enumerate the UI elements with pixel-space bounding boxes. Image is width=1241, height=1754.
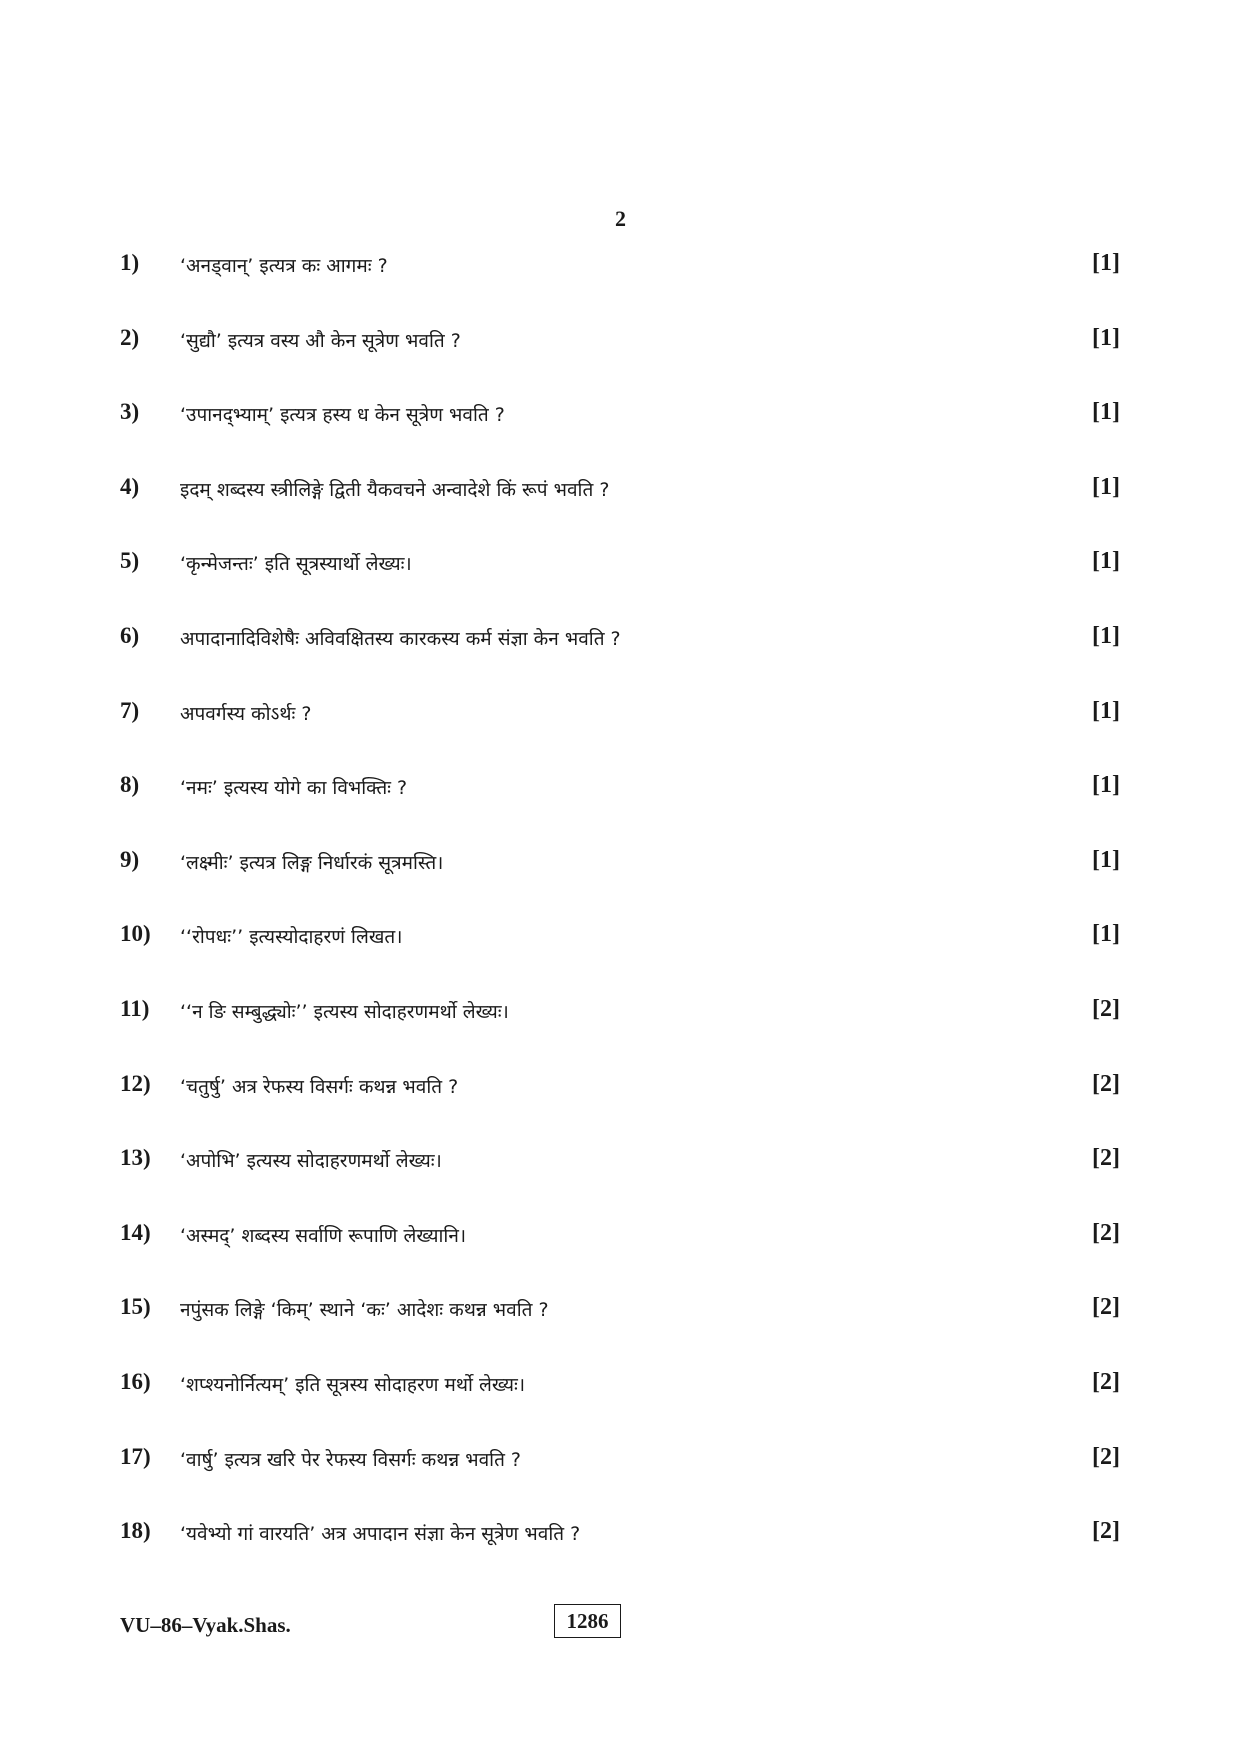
question-number: 9) xyxy=(120,846,140,872)
question-text: नपुंसक लिङ्गे ‘किम्’ स्थाने ‘कः’ आदेशः कथन्न भवति ? xyxy=(180,1299,549,1322)
question-item xyxy=(120,692,1120,767)
question-number: 14) xyxy=(120,1219,151,1245)
question-item xyxy=(120,990,1120,1065)
question-number: 6) xyxy=(120,622,140,648)
question-marks: [1] xyxy=(1092,324,1120,351)
question-text: ‘लक्ष्मीः’ इत्यत्र लिङ्ग निर्धारकं सूत्रमस्ति। xyxy=(180,851,444,874)
question-item xyxy=(120,244,1120,319)
question-marks: [2] xyxy=(1092,1070,1120,1097)
question-number: 7) xyxy=(120,697,140,723)
question-number: 17) xyxy=(120,1443,151,1469)
question-marks: [2] xyxy=(1092,1443,1120,1470)
question-item xyxy=(120,1139,1120,1214)
question-marks: [2] xyxy=(1092,1294,1120,1321)
question-marks: [1] xyxy=(1092,921,1120,948)
question-marks: [2] xyxy=(1092,995,1120,1022)
question-marks: [1] xyxy=(1092,399,1120,426)
question-item xyxy=(120,766,1120,841)
question-text: ‘‘रोपधः’’ इत्यस्योदाहरणं लिखत। xyxy=(180,926,403,949)
question-item xyxy=(120,1438,1120,1513)
question-number: 1) xyxy=(120,250,140,275)
question-number: 10) xyxy=(120,921,151,947)
footer-boxed-number: 1286 xyxy=(554,1604,621,1638)
question-text: ‘शप्श्यनोर्नित्यम्’ इति सूत्रस्य सोदाहरण मर्थो लेख्यः। xyxy=(180,1373,526,1396)
question-item xyxy=(120,841,1120,916)
question-marks: [2] xyxy=(1092,1145,1120,1172)
question-text: ‘अपोभि’ इत्यस्य सोदाहरणमर्थो लेख्यः। xyxy=(180,1150,442,1173)
question-text: ‘वार्षु’ इत्यत्र खरि पेर रेफस्य विसर्गः कथन्न भवति ? xyxy=(180,1448,522,1471)
footer-paper-code: VU–86–Vyak.Shas. xyxy=(120,1613,291,1637)
question-marks: [1] xyxy=(1092,772,1120,799)
question-text: ‘अनड्वान्’ इत्यत्र कः आगमः ? xyxy=(180,255,388,277)
question-text: ‘चतुर्षु’ अत्र रेफस्य विसर्गः कथन्न भवति ? xyxy=(180,1075,459,1098)
question-item xyxy=(120,1363,1120,1438)
question-item xyxy=(120,1288,1120,1363)
question-number: 13) xyxy=(120,1145,151,1171)
question-number: 15) xyxy=(120,1294,151,1320)
question-marks: [1] xyxy=(1092,846,1120,873)
question-item xyxy=(120,319,1120,394)
question-marks: [1] xyxy=(1092,548,1120,575)
question-text: ‘उपानद्भ्याम्’ इत्यत्र हस्य ध केन सूत्रेण भवति ? xyxy=(180,404,505,427)
question-text: ‘सुद्यौ’ इत्यत्र वस्य औ केन सूत्रेण भवति ? xyxy=(180,329,461,352)
question-number: 3) xyxy=(120,399,140,425)
question-number: 12) xyxy=(120,1070,151,1096)
question-item xyxy=(120,393,1120,468)
question-text: ‘‘न ङि सम्बुद्ध्योः’’ इत्यस्य सोदाहरणमर्थो लेख्यः। xyxy=(180,1000,509,1023)
question-text: इदम् शब्दस्य स्त्रीलिङ्गे द्विती यैकवचने अन्वादेशे किं रूपं भवति ? xyxy=(180,478,610,501)
question-text: ‘नमः’ इत्यस्य योगे का विभक्तिः ? xyxy=(180,777,408,800)
question-marks: [2] xyxy=(1092,1368,1120,1395)
question-marks: [1] xyxy=(1092,622,1120,649)
question-text: अपवर्गस्य कोऽर्थः ? xyxy=(180,702,312,725)
question-number: 5) xyxy=(120,548,140,574)
question-list xyxy=(120,244,1120,1587)
question-item xyxy=(120,1512,1120,1587)
question-number: 16) xyxy=(120,1368,151,1394)
question-item xyxy=(120,1214,1120,1289)
question-item xyxy=(120,468,1120,543)
page-number: 2 xyxy=(615,206,626,231)
question-number: 18) xyxy=(120,1518,151,1544)
question-number: 11) xyxy=(120,995,150,1021)
question-text: ‘यवेभ्यो गां वारयति’ अत्र अपादान संज्ञा केन सूत्रेण भवति ? xyxy=(180,1523,581,1546)
question-item xyxy=(120,1065,1120,1140)
question-marks: [1] xyxy=(1092,250,1120,276)
question-text: ‘अस्मद्’ शब्दस्य सर्वाणि रूपाणि लेख्यानि। xyxy=(180,1224,467,1247)
question-number: 4) xyxy=(120,473,140,499)
question-item xyxy=(120,617,1120,692)
question-marks: [1] xyxy=(1092,697,1120,724)
question-marks: [2] xyxy=(1092,1518,1120,1545)
question-item xyxy=(120,915,1120,990)
question-text: अपादानादिविशेषैः अविवक्षितस्य कारकस्य कर्म संज्ञा केन भवति ? xyxy=(180,627,621,650)
question-marks: [1] xyxy=(1092,473,1120,500)
question-marks: [2] xyxy=(1092,1219,1120,1246)
question-number: 2) xyxy=(120,324,140,350)
question-number: 8) xyxy=(120,772,140,798)
question-item xyxy=(120,542,1120,617)
question-text: ‘कृन्मेजन्तः’ इति सूत्रस्यार्थो लेख्यः। xyxy=(180,553,412,576)
